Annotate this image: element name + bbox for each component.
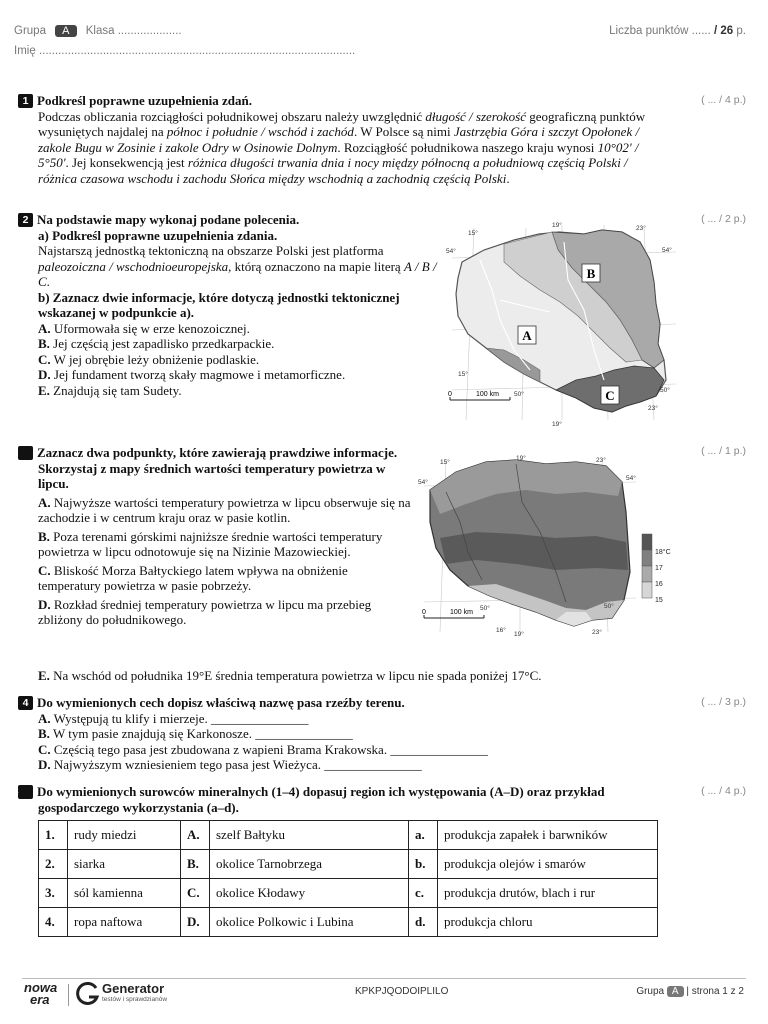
- tmap-tick-lat54-right: 54°: [626, 475, 636, 482]
- legend-swatch-16: [642, 566, 652, 582]
- map-label-c: C: [605, 388, 615, 403]
- map-tick-lon19: 19°: [552, 222, 562, 229]
- q5-points: ( ... / 4 p.): [701, 785, 746, 797]
- map-label-b: B: [586, 266, 596, 281]
- q2-a-option-2[interactable]: A / B / C: [38, 258, 437, 289]
- q1-option-4[interactable]: 10°02' / 5°50': [38, 139, 639, 170]
- tmap-tick-lon15: 15°: [440, 459, 450, 466]
- footer-code: KPKPJQODOIPLILO: [355, 986, 449, 997]
- map-tick-lon23: 23°: [636, 225, 646, 232]
- question-4: [18, 695, 668, 773]
- header-points: [609, 25, 746, 37]
- points-label: Liczba punktów ......: [609, 25, 711, 37]
- footer-separator: [68, 984, 69, 1006]
- table-row: 3. sól kamienna C. okolice Kłodawy c. produkcja drutów, blach i rur: [39, 879, 658, 908]
- q3-points: ( ... / 1 p.): [701, 445, 746, 457]
- tmap-tick-lat54: 54°: [418, 479, 428, 486]
- map-label-a: A: [522, 328, 532, 343]
- tmap-tick-lat50: 50°: [480, 605, 490, 612]
- question-2: [18, 212, 446, 398]
- legend-swatch-17: [642, 550, 652, 566]
- q2-points: ( ... / 2 p.): [701, 213, 746, 225]
- svg-text:100 km: 100 km: [476, 391, 499, 398]
- q5-title: Do wymienionych surowców mineralnych (1–4) dopasuj region ich występowania (A–D) oraz przykład gospodarczego wykorzystania (a–d).: [37, 784, 605, 815]
- q1-option-3[interactable]: Jastrzębia Góra i szczyt Opołonek / zakole Bugu w Zosinie i zakole Odry w Osinowie Dolnym: [38, 124, 640, 155]
- q3-option-b[interactable]: B. Poza terenami górskimi najniższe średnie wartości temperatury powietrza w lipcu odnotowuje się na Nizinie Mazowieckiej.: [38, 528, 383, 559]
- map-tick-lon15-bottom: 15°: [458, 371, 468, 378]
- q1-points: ( ... / 4 p.): [701, 94, 746, 106]
- map-tick-lon15: 15°: [468, 230, 478, 237]
- tmap-tick-lon19: 19°: [516, 455, 526, 462]
- q4-number: 4: [18, 696, 33, 710]
- q3-option-e[interactable]: E. Na wschód od południka 19°E średnia temperatura powietrza w lipcu nie spada poniżej 17°C.: [38, 668, 542, 683]
- footer-page: Grupa A | strona 1 z 2: [636, 986, 744, 997]
- group-badge: A: [55, 25, 76, 37]
- map-tick-lat54-right: 54°: [662, 247, 672, 254]
- generator-logo-text: Generator testów i sprawdzianów: [102, 981, 168, 1003]
- question-1: [18, 93, 668, 186]
- q2-option-a[interactable]: A. Uformowała się w erze kenozoicznej.: [38, 320, 250, 336]
- points-unit: p.: [736, 25, 746, 37]
- q2-a-body: Najstarszą jednostką tektoniczną na obszarze Polski jest platforma paleozoiczna / wschodnioeuropejska, którą oznaczono na mapie literą A / B / C.: [38, 243, 437, 289]
- q5-matching-table: [38, 820, 658, 937]
- q4-answer-b[interactable]: _______________: [255, 726, 353, 741]
- points-total: 26: [720, 25, 734, 37]
- map-tick-lat50: 50°: [514, 391, 524, 398]
- map-tick-lon19-bottom: 19°: [552, 421, 562, 428]
- tmap-tick-lat50-right: 50°: [604, 603, 614, 610]
- q3-title: Zaznacz dwa podpunkty, które zawierają prawdziwe informacje. Skorzystaj z mapy średnich wartości temperatury powietrza w lipcu.: [37, 445, 398, 491]
- map-tick-lat54: 54°: [446, 248, 456, 255]
- q1-option-5[interactable]: różnica długości trwania dnia i nocy między północną a południową częścią Polski / różnica czasowa wschodu i zachodu Słońca między wschodnią a zachodnią częścią Polski: [38, 155, 628, 186]
- tmap-tick-lon16: 16°: [496, 627, 506, 634]
- header-name-row: [14, 45, 355, 57]
- footer-divider: [22, 978, 746, 979]
- q1-title: Podkreśl poprawne uzupełnienia zdań.: [37, 93, 253, 108]
- q4-item-b: B. W tym pasie znajdują się Karkonosze. _______________: [38, 726, 353, 741]
- legend-swatch-15: [642, 582, 652, 598]
- legend-label-17: 17: [655, 565, 663, 572]
- class-dots: ....................: [117, 25, 182, 37]
- q4-answer-d[interactable]: _______________: [324, 757, 422, 772]
- nowa-era-logo: nowa era: [24, 980, 58, 1007]
- q4-title: Do wymienionych cech dopisz właściwą nazwę pasa rzeźby terenu.: [37, 695, 405, 710]
- footer-group-badge: A: [667, 986, 684, 997]
- q2-a-option-1[interactable]: paleozoiczna / wschodnioeuropejska: [38, 258, 229, 274]
- map-tick-lon23-bottom: 23°: [648, 405, 658, 412]
- tmap-tick-lon23: 23°: [596, 457, 606, 464]
- table-row: 2. siarka B. okolice Tarnobrzega b. produkcja olejów i smarów: [39, 850, 658, 879]
- q2-option-d[interactable]: D. Jej fundament tworzą skały magmowe i metamorficzne.: [38, 367, 346, 382]
- q3-option-a[interactable]: A. Najwyższe wartości temperatury powietrza w lipcu obserwuje się na zachodzie i w centrum kraju oraz w pasie kotlin.: [38, 494, 411, 525]
- question-3: [12, 445, 413, 628]
- tectonic-map: [444, 220, 680, 430]
- q3-option-d[interactable]: D. Rozkład średniej temperatury powietrza w lipcu ma przebieg zbliżony do południkowego.: [38, 596, 372, 627]
- group-label: Grupa: [14, 25, 46, 37]
- q2-b-title: b) Zaznacz dwie informacje, które dotyczą jednostki tektonicznej wskazanej w podpunkcie a).: [38, 289, 400, 320]
- q2-title: Na podstawie mapy wykonaj podane polecenia.: [37, 212, 300, 227]
- tmap-tick-lon23-bottom: 23°: [592, 629, 602, 636]
- class-label: Klasa: [85, 25, 115, 37]
- q4-answer-a[interactable]: _______________: [211, 710, 309, 726]
- svg-text:0: 0: [422, 609, 426, 616]
- q4-item-d: D. Najwyższym wzniesieniem tego pasa jest Wieżyca. _______________: [38, 757, 422, 772]
- points-sep: /: [714, 25, 718, 37]
- legend-label-15: 15: [655, 597, 663, 604]
- q2-number: 2: [18, 213, 33, 227]
- map-tick-lat50-right: 50°: [660, 387, 670, 394]
- q1-option-1[interactable]: długość / szerokość: [425, 108, 526, 124]
- q4-answer-c[interactable]: _______________: [390, 741, 488, 757]
- generator-logo-icon: [76, 982, 100, 1006]
- table-row: 1. rudy miedzi A. szelf Bałtyku a. produkcja zapałek i barwników: [39, 821, 658, 850]
- q2-option-e[interactable]: E. Znajdują się tam Sudety.: [38, 382, 182, 398]
- header-group-row: [14, 25, 182, 37]
- q1-number: 1: [18, 94, 33, 108]
- q2-option-b[interactable]: B. Jej częścią jest zapadlisko przedkarpackie.: [38, 336, 275, 351]
- question-5: [12, 784, 683, 815]
- tmap-tick-lon19-bottom: 19°: [514, 631, 524, 638]
- q3-number: 3: [18, 446, 33, 460]
- q2-option-c[interactable]: C. W jej obrębie leży obniżenie podlaskie.: [38, 351, 260, 367]
- q5-number: 5: [18, 785, 33, 799]
- name-dots: ...................................................................................................: [38, 45, 356, 57]
- q1-body: Podczas obliczania rozciągłości południkowej obszaru należy uwzględnić długość / szerokość geograficzną punktów wysuniętych najdalej na północ i południe / wschód i zachód. W Polsce są nimi Jastrzębia Góra i szczyt Opołonek / zakole Bugu w Zosinie i zakole Odry w Osinowie Dolnym. Rozciągłość południkowa naszego kraju wynosi 10°02' / 5°50'. Jej konsekwencją jest różnica długości trwania dnia i nocy między północną a południową częścią Polski / różnica czasowa wschodu i zachodu Słońca między wschodnią a zachodnią częścią Polski.: [38, 108, 646, 186]
- temperature-map: [416, 452, 678, 638]
- q1-option-2[interactable]: północ i południe / wschód i zachód: [166, 124, 354, 139]
- svg-text:0: 0: [448, 391, 452, 398]
- q3-option-c[interactable]: C. Bliskość Morza Bałtyckiego latem wpływa na obniżenie temperatury powietrza w pasie pobrzeży.: [38, 562, 348, 593]
- legend-swatch-18: [642, 534, 652, 550]
- q4-item-a: A. Występują tu klify i mierzeje. _______________: [38, 710, 309, 726]
- legend-label-18: 18°C: [655, 549, 671, 556]
- svg-text:100 km: 100 km: [450, 609, 473, 616]
- q4-points: ( ... / 3 p.): [701, 696, 746, 708]
- legend-label-16: 16: [655, 581, 663, 588]
- q2-a-title: a) Podkreśl poprawne uzupełnienia zdania.: [38, 227, 278, 243]
- q4-item-c: C. Częścią tego pasa jest zbudowana z wapieni Brama Krakowska. _______________: [38, 741, 488, 757]
- table-row: 4. ropa naftowa D. okolice Polkowic i Lubina d. produkcja chloru: [39, 908, 658, 937]
- name-label: Imię: [14, 45, 36, 57]
